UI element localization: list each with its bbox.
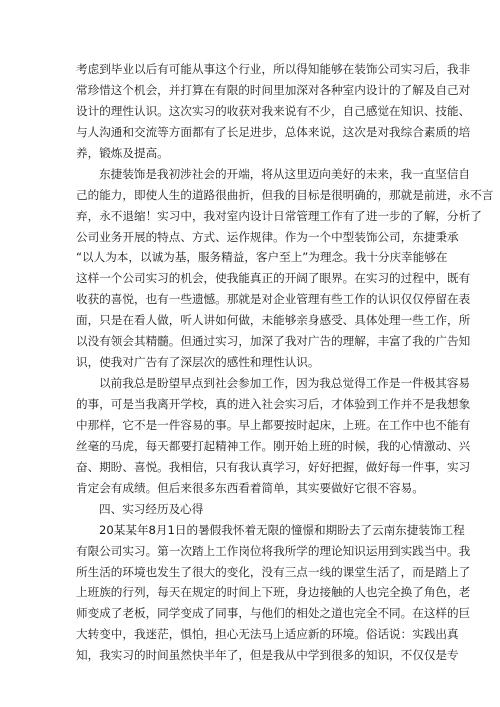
body-line: 知，我实习的时间虽然快半年了，但是我从中学到很多的知识，不仅仅是专 — [76, 648, 459, 663]
body-line: 弃，永不退缩！实习中，我对室内设计日常管理工作有了进一步的了解，分析了 — [76, 208, 482, 223]
section-heading: 四、实习经历及心得 — [99, 501, 204, 516]
body-line: 大转变中，我迷茫，惧怕，担心无法马上适应新的环境。俗话说：实践出真 — [76, 627, 459, 642]
body-line: 己的能力，即使人生的道路很曲折，但我的目标是很明确的，那就是前进，永不言 — [76, 187, 494, 202]
body-line: 与人沟通和交流等方面都有了长足进步，总体来说，这次是对我综合素质的培 — [76, 124, 471, 139]
body-line: 20某某年8月1日的暑假我怀着无限的憧憬和期盼去了云南东捷装饰工程 — [99, 522, 465, 537]
body-line: 这样一个公司实习的机会，使我能真正的开阔了眼界。在实习的过程中，既有 — [76, 271, 471, 286]
body-line: 以前我总是盼望早点到社会参加工作，因为我总觉得工作是一件极其容易 — [99, 376, 471, 391]
body-line: 面，只是在看人做，听人讲如何做，未能够亲身感受、具体处理一些工作，所 — [76, 313, 471, 328]
body-line: 东捷装饰是我初涉社会的开端，将从这里迈向美好的未来，我一直坚信自 — [99, 166, 471, 181]
body-line: 奋、期盼、喜悦。我相信，只有我认真学习，好好把握，做好每一件事，实习 — [76, 459, 471, 474]
body-line: 丝毫的马虎，每天都要打起精神工作。刚开始上班的时候，我的心情激动、兴 — [76, 438, 471, 453]
body-line: “以人为本，以诚为基，服务精益，客户至上”为理念。我十分庆幸能够在 — [76, 250, 448, 265]
body-line: 的事，可是当我离开学校，真的进入社会实习后，才体验到工作并不是我想象 — [76, 397, 471, 411]
body-line: 识，使我对广告有了深层次的感性和理性认识。 — [76, 355, 320, 370]
body-line: 肯定会有成绩。但后来很多东西看着简单，其实要做好它很不容易。 — [76, 480, 424, 495]
body-line: 有限公司实习。第一次踏上工作岗位将我所学的理论知识运用到实践当中。我 — [76, 543, 471, 558]
body-line: 中那样，它不是一件容易的事。早上都要按时起床，上班。在工作中也不能有 — [76, 417, 471, 432]
body-line: 以没有领会其精髓。但通过实习，加深了我对广告的理解，丰富了我的广告知 — [76, 334, 471, 349]
body-line: 考虑到毕业以后有可能从事这个行业，所以得知能够在装饰公司实习后，我非 — [76, 62, 471, 76]
body-line: 常珍惜这个机会，并打算在有限的时间里加深对各种室内设计的了解及自己对 — [76, 82, 471, 97]
body-line: 上班族的行列，每天在规定的时间上下班，身边接触的人也完全换了角色，老 — [76, 585, 471, 600]
body-line: 所生活的环境也发生了很大的变化，没有三点一线的课堂生活了，而是踏上了 — [76, 564, 471, 579]
body-line: 养，锻炼及提高。 — [76, 145, 169, 160]
body-line: 公司业务开展的特点、方式、运作规律。作为一个中型装饰公司，东捷秉承 — [76, 229, 459, 244]
body-line: 师变成了老板，同学变成了同事，与他们的相处之道也完全不同。在这样的巨 — [76, 606, 471, 621]
body-line: 收获的喜悦，也有一些遗憾。那就是对企业管理有些工作的认识仅仅停留在表 — [76, 292, 471, 307]
body-line: 设计的理性认识。这次实习的收获对我来说有不少，自己感觉在知识、技能、 — [76, 103, 471, 118]
